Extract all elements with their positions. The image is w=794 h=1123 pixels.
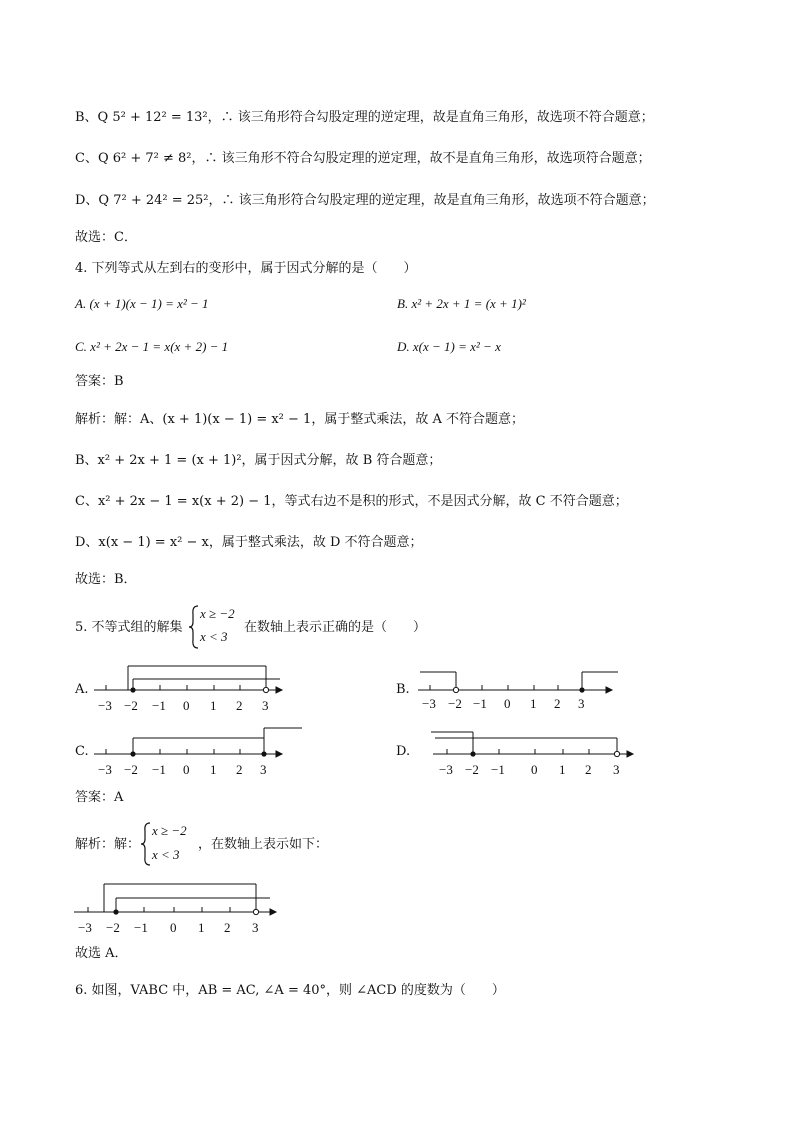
option-b-explanation: B、Q 5² + 12² = 13²，∴ 该三角形符合勾股定理的逆定理，故是直角三角形，故选项不符合题意； (75, 110, 654, 125)
option-a-label: A. (75, 682, 89, 697)
svg-text:−1: −1 (134, 920, 148, 935)
explanation-inequality-2: x < 3 (152, 847, 180, 862)
svg-text:1: 1 (559, 762, 566, 777)
svg-text:2: 2 (236, 698, 243, 713)
svg-text:2: 2 (585, 762, 592, 777)
svg-text:−1: −1 (152, 762, 166, 777)
question-4: 4. 下列等式从左到右的变形中，属于因式分解的是（ ） (75, 261, 417, 276)
option-c-explanation: C、Q 6² + 7² ≠ 8²，∴ 该三角形不符合勾股定理的逆定理，故不是直角三角形，故选项符合题意； (75, 151, 651, 166)
brace-icon (140, 821, 152, 867)
svg-text:−2: −2 (124, 762, 138, 777)
svg-text:3: 3 (252, 920, 259, 935)
q4-choice: 故选：B． (75, 572, 137, 587)
svg-text:3: 3 (262, 698, 269, 713)
number-line-b (410, 660, 620, 716)
svg-text:−3: −3 (98, 698, 112, 713)
svg-text:2: 2 (554, 696, 561, 711)
q4-option-b: B. x² + 2x + 1 = (x + 1)² (397, 296, 526, 311)
svg-text:1: 1 (198, 920, 205, 935)
q4-option-a: A. (x + 1)(x − 1) = x² − 1 (75, 296, 209, 311)
q4-option-d: D. x(x − 1) = x² − x (397, 339, 501, 354)
q4-explanation-d: D、x(x − 1) = x² − x，属于整式乘法，故 D 不符合题意； (75, 535, 423, 550)
question-6: 6. 如图，VABC 中，AB = AC, ∠A = 40°，则 ∠ACD 的度数为（ ） (75, 983, 505, 998)
svg-text:−3: −3 (98, 762, 112, 777)
q5-answer: 答案：A (75, 790, 124, 805)
svg-text:0: 0 (531, 762, 538, 777)
svg-text:3: 3 (613, 762, 620, 777)
svg-text:−1: −1 (491, 762, 505, 777)
tick-labels (98, 698, 269, 713)
q5-choice: 故选 A． (75, 946, 128, 961)
svg-text:2: 2 (224, 920, 231, 935)
tick-labels (422, 696, 585, 711)
svg-text:−2: −2 (124, 698, 138, 713)
q4-explanation-b: B、x² + 2x + 1 = (x + 1)²，属于因式分解，故 B 符合题意； (75, 453, 442, 468)
option-d-explanation: D、Q 7² + 24² = 25²，∴ 该三角形符合勾股定理的逆定理，故是直角三角形，故选项不符合题意； (75, 193, 655, 208)
q4-option-c: C. x² + 2x − 1 = x(x + 2) − 1 (75, 339, 229, 354)
svg-text:−1: −1 (152, 698, 166, 713)
svg-text:3: 3 (578, 696, 585, 711)
svg-text:2: 2 (236, 762, 243, 777)
explanation-number-line (70, 876, 285, 936)
q5-explanation-prefix: 解析：解： (75, 837, 141, 852)
tick-labels (439, 762, 620, 777)
system-inequality-2: x < 3 (200, 629, 228, 644)
q4-answer: 答案：B (75, 374, 124, 389)
option-c-label: C. (75, 744, 89, 759)
brace-icon (188, 604, 200, 650)
answer-choice-3: 故选：C． (75, 230, 137, 245)
tick-labels (78, 920, 259, 935)
svg-text:0: 0 (170, 920, 177, 935)
number-line-a (90, 660, 290, 716)
question-5-suffix: 在数轴上表示正确的是（ ） (244, 620, 427, 635)
number-line-d (425, 724, 640, 780)
svg-text:0: 0 (183, 698, 190, 713)
svg-text:−2: −2 (448, 696, 462, 711)
svg-text:−3: −3 (422, 696, 436, 711)
svg-text:1: 1 (530, 696, 537, 711)
tick-labels (98, 762, 267, 777)
option-b-label: B. (396, 682, 410, 697)
number-line-c (90, 724, 310, 780)
svg-text:−1: −1 (473, 696, 487, 711)
q4-explanation-a: 解析：解：A、(x + 1)(x − 1) = x² − 1，属于整式乘法，故 A 不符合题意； (75, 412, 524, 427)
svg-text:−3: −3 (78, 920, 92, 935)
svg-text:0: 0 (504, 696, 511, 711)
svg-text:1: 1 (210, 698, 217, 713)
option-d-label: D. (396, 744, 411, 759)
svg-text:0: 0 (183, 762, 190, 777)
svg-text:1: 1 (210, 762, 217, 777)
svg-text:−2: −2 (106, 920, 120, 935)
q5-explanation-suffix: ，在数轴上表示如下： (198, 837, 329, 852)
system-inequality-1: x ≥ −2 (200, 606, 235, 621)
svg-text:−2: −2 (465, 762, 479, 777)
svg-text:3: 3 (260, 762, 267, 777)
svg-text:−3: −3 (439, 762, 453, 777)
explanation-inequality-1: x ≥ −2 (152, 823, 187, 838)
question-5-prefix: 5. 不等式组的解集 (75, 620, 183, 635)
q4-explanation-c: C、x² + 2x − 1 = x(x + 2) − 1，等式右边不是积的形式，不是因式分解，故 C 不符合题意； (75, 494, 628, 509)
